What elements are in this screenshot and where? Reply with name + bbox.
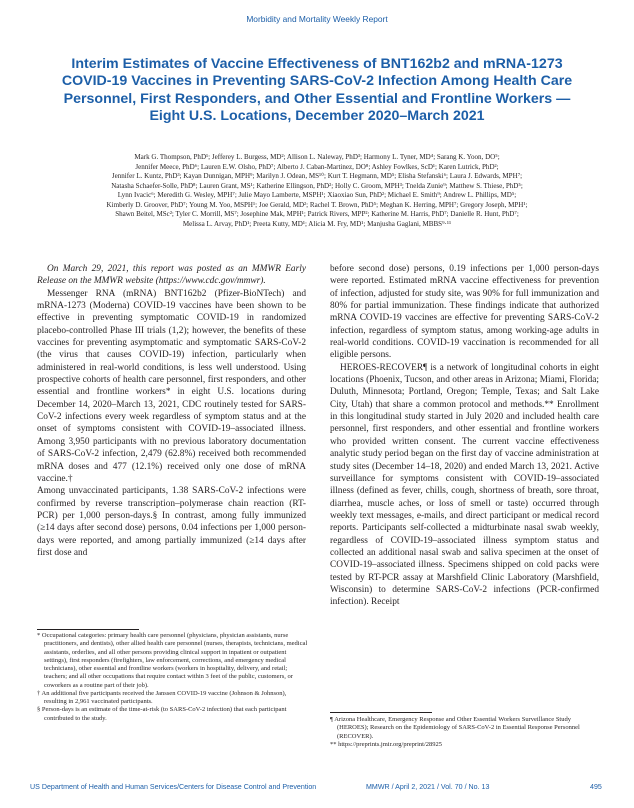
- footnote: ¶ Arizona Healthcare, Emergency Response and Other Essential Workers Surveillance Study (HEROES); Research on the Epidemiology of SARS-CoV-2 in Essential Response Personnel (RECOVER).: [330, 716, 580, 740]
- body-paragraph: Among unvaccinated participants, 1.38 SARS-CoV-2 infections were confirmed by reverse transcription–polymerase chain reaction (RT-PCR) per 1,000 person-days.§ In contrast, among fully immunized (≥14 days after second dose) persons, 0.04 infections per 1,000 person-days were reported, and among partially immunized (≥14 days after first dose and: [37, 486, 306, 558]
- footnote: ** https://preprints.jmir.org/preprint/28925: [330, 740, 442, 748]
- article-title: [40, 56, 594, 126]
- footnote: † An additional five participants received the Janssen COVID-19 vaccine (Johnson & Johnson), resulting in 2,961 vaccinated participants.: [37, 689, 287, 705]
- footnote-divider: [37, 629, 139, 630]
- body-paragraph: Messenger RNA (mRNA) BNT162b2 (Pfizer-BioNTech) and mRNA-1273 (Moderna) COVID-19 vaccines have been shown to be effective in preventing symptomatic COVID-19 in randomized placebo-controlled Phase III trials (1,2); however, the benefits of these vaccines for preventing asymptomatic and symptomatic SARS-CoV-2 (the virus that causes COVID-19) infection, particularly when administered in real-world conditions, is less well understood. Using prospective cohorts of health care personnel, first responders, and other essential and frontline workers* in eight U.S. locations during December 14, 2020–March 13, 2021, CDC routinely tested for SARS-CoV-2 infections every week regardless of symptom status and at the onset of symptoms consistent with COVID-19–associated illness. Among 3,950 participants with no previous laboratory documentation of SARS-CoV-2 infection, 2,479 (62.8%) received both recommended mRNA doses and 477 (12.1%) received only one dose of mRNA vaccine.†: [37, 288, 306, 484]
- title-line: COVID-19 Vaccines in Preventing SARS-CoV-2 Infection Among Health Care: [61, 73, 573, 90]
- title-line: Interim Estimates of Vaccine Effectiveness of BNT162b2 and mRNA-1273: [71, 56, 563, 72]
- right-column: [330, 263, 599, 609]
- footnote-divider: [330, 712, 432, 713]
- author-line: Kimberly D. Groover, PhD⁷; Young M. Yoo, MSPH¹; Joe Gerald, MD²; Rachel T. Brown, PhD⁵; Meghan K. Herring, MPH⁷; Gregory Joseph, MPH¹;: [106, 200, 528, 209]
- author-line: Jennifer Meece, PhD⁶; Lauren E.W. Olsho, PhD⁷; Alberto J. Caban-Martinez, DO⁸; Ashley Fowlkes, ScD¹; Karen Lutrick, PhD²;: [135, 162, 499, 171]
- footnote: § Person-days is an estimate of the time-at-risk (to SARS-CoV-2 infection) that each participant contributed to the study.: [37, 706, 287, 722]
- author-line: Natasha Schaefer-Solle, PhD⁸; Lauren Grant, MS¹; Katherine Ellingson, PhD²; Holly C. Groom, MPH³; Tnelda Zunie⁹; Matthew S. Thiese, PhD⁵;: [111, 181, 523, 190]
- left-footnotes: [37, 632, 309, 723]
- left-column: [37, 263, 306, 559]
- author-line: Melissa L. Arvay, PhD¹; Preeta Kutty, MD¹; Alicia M. Fry, MD¹; Manjusha Gaglani, MBBS⁹·¹¹: [182, 219, 452, 228]
- title-line: Eight U.S. Locations, December 2020–March 2021: [149, 108, 485, 125]
- author-list: [30, 153, 604, 229]
- page-number: 495: [590, 783, 602, 791]
- footnote: * Occupational categories: primary health care personnel (physicians, physician assistants, nurse practitioners, and dentists), other allied health care personnel (nurses, therapists, technicians, medical assistants, orderlies, and all other persons providing clinical support in inpatient or outpatient settings), first responders (firefighters, law enforcement, corrections, and emergency medical technicians), other essential and frontline workers (workers in hospitality, delivery, and retail; teachers; and all other occupations that require contact within 3 feet of the public, customers, or coworkers as a routine part of their job).: [37, 632, 308, 689]
- author-line: Lynn Ivacic⁶; Meredith G. Wesley, MPH⁷; Julie Mayo Lamberte, MSPH¹; Xiaoxiao Sun, PhD²; Michael E. Smith⁹; Andrew L. Phillips, MD⁵;: [117, 191, 517, 199]
- early-release-note: On March 29, 2021, this report was posted as an MMWR Early Release on the MMWR website (https://www.cdc.gov/mmwr).: [37, 264, 306, 287]
- footer-agency: US Department of Health and Human Services/Centers for Disease Control and Prevention: [30, 783, 317, 791]
- journal-header: Morbidity and Mortality Weekly Report: [246, 14, 388, 24]
- right-footnotes: [330, 716, 599, 749]
- author-line: Mark G. Thompson, PhD¹; Jefferey L. Burgess, MD²; Allison L. Naleway, PhD³; Harmony L. Tyner, MD⁴; Sarang K. Yoon, DO⁵;: [134, 153, 500, 161]
- author-line: Jennifer L. Kuntz, PhD³; Kayan Dunnigan, MPH⁹; Marilyn J. Odean, MS¹⁰; Kurt T. Hegmann, MD⁵; Elisha Stefanski⁶; Laura J. Edwards, MPH⁷;: [111, 172, 523, 180]
- body-paragraph: before second dose) persons, 0.19 infections per 1,000 person-days were reported. Estimated mRNA vaccine effectiveness for prevention of infection, adjusted for study site, was 90% for full immunization and 80% for partial immunization. These findings indicate that authorized mRNA COVID-19 vaccines are effective for preventing SARS-CoV-2 infection, regardless of symptom status, among working-age adults in real-world conditions. COVID-19 vaccination is recommended for all eligible persons.: [330, 264, 599, 361]
- footer-issue: MMWR / April 2, 2021 / Vol. 70 / No. 13: [366, 783, 490, 791]
- author-line: Shawn Beitel, MSc²; Tyler C. Morrill, MS⁷; Josephine Mak, MPH¹; Patrick Rivers, MPP²; Katherine M. Harris, PhD⁷; Danielle R. Hunt, PhD⁷;: [115, 210, 519, 218]
- body-paragraph: HEROES-RECOVER¶ is a network of longitudinal cohorts in eight locations (Phoenix, Tucson, and other areas in Arizona; Miami, Florida; Duluth, Minnesota; Portland, Oregon; Temple, Texas; and Salt Lake City, Utah) that share a common protocol and methods.** Enrollment in this longitudinal study started in July 2020 and included health care personnel, first responders, and other essential and frontline workers who provided written consent. The current vaccine effectiveness analytic study period began on the first day of vaccine administration at study sites (December 14–18, 2020) and ended March 13, 2021. Active surveillance for symptoms consistent with COVID-19–associated illness (defined as fever, chills, cough, shortness of breath, sore throat, diarrhea, muscle aches, or loss of smell or taste) occurred through weekly text messages, e-mails, and direct participant or medical record reports. Participants self-collected a midturbinate nasal swab weekly, regardless of COVID-19–associated illness symptom status and collected an additional nasal swab and saliva specimen at the onset of COVID-19–associated illness. Specimens shipped on cold packs were tested by RT-PCR assay at Marshfield Clinic Laboratory (Marshfield, Wisconsin) to determine SARS-CoV-2 infections (PCR-confirmed infection). Receipt: [330, 362, 599, 608]
- title-line: Personnel, First Responders, and Other Essential and Frontline Workers —: [63, 90, 571, 107]
